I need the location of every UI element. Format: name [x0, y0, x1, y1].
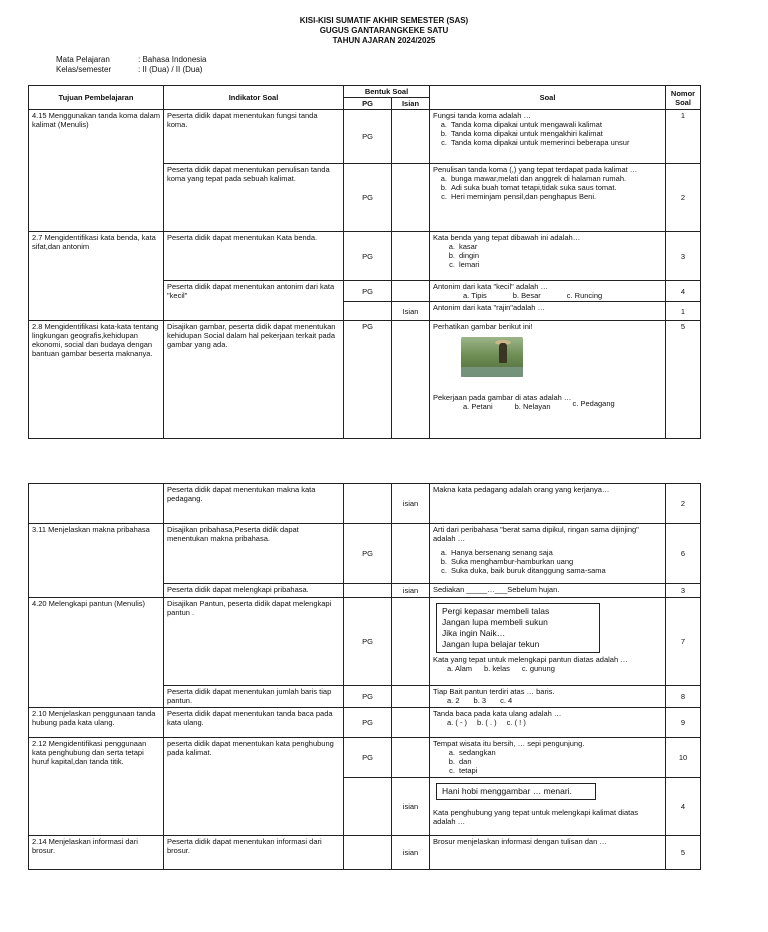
pg-cell: PG — [344, 738, 392, 778]
indikator-cell: Disajikan gambar, peserta didik dapat menentukan kehidupan Social dalam hal pekerjaan terkait pada gambar yang ada. — [164, 321, 344, 439]
title-line-3: TAHUN AJARAN 2024/2025 — [332, 36, 436, 45]
indikator-cell: Peserta didik dapat menentukan antonim dari kata "kecil" — [164, 281, 344, 321]
option: b. dingin — [448, 251, 480, 260]
isian-cell: Isian — [392, 302, 430, 321]
option: a. Alam — [447, 664, 473, 673]
title-line-2: GUGUS GANTARANGKEKE SATU — [319, 26, 449, 35]
table-row — [29, 836, 701, 870]
pg-cell: PG — [344, 686, 392, 708]
isian-cell — [392, 321, 430, 439]
option: c. tetapi — [449, 766, 478, 775]
pg-cell: PG — [344, 708, 392, 738]
soal-cell — [430, 524, 666, 584]
tujuan-cell: 3.11 Menjelaskan makna pribahasa — [29, 524, 164, 598]
table-row — [29, 110, 701, 164]
header-tujuan: Tujuan Pembelajaran — [29, 86, 164, 110]
indikator-cell: Peserta didik dapat menentukan jumlah baris tiap pantun. — [164, 686, 344, 708]
option: c. Tanda koma dipakai untuk memerinci beberapa unsur — [441, 138, 630, 147]
soal-cell: Makna kata pedagang adalah orang yang kerjanya… — [430, 484, 666, 524]
nomor-cell: 1 — [666, 302, 701, 321]
indikator-cell: Peserta didik dapat menentukan penulisan tanda koma yang tepat pada sebuah kalimat. — [164, 164, 344, 232]
title-line-1: KISI-KISI SUMATIF AKHIR SEMESTER (SAS) — [299, 16, 469, 25]
soal-cell — [430, 778, 666, 836]
isian-cell — [392, 164, 430, 232]
document-title — [0, 16, 768, 46]
pantun-box: Pergi kepasar membeli talas Jangan lupa membeli sukun Jika ingin Naik… Jangan lupa belajar tekun — [436, 603, 600, 653]
tujuan-cell: 2.10 Menjelaskan penggunaan tanda hubung pada kata ulang. — [29, 708, 164, 738]
soal-cell: Brosur menjelaskan informasi dengan tulisan dan … — [430, 836, 666, 870]
option: a. Tanda koma dipakai untuk mengawali kalimat — [440, 120, 602, 129]
option: b. Tanda koma dipakai untuk mengakhiri kalimat — [440, 129, 603, 138]
question-text: Kata benda yang tepat dibawah ini adalah… — [433, 233, 581, 242]
option: b. Besar — [512, 291, 541, 300]
option: c. Heri meminjam pensil,dan penghapus Beni. — [441, 192, 597, 201]
kisi-table-page-1 — [28, 85, 701, 439]
pg-cell — [344, 836, 392, 870]
isian-cell — [392, 686, 430, 708]
table-row — [29, 232, 701, 281]
soal-cell — [430, 686, 666, 708]
subject-value: : Bahasa Indonesia — [138, 55, 207, 64]
question-text: Perhatikan gambar berikut ini! — [433, 322, 533, 331]
nomor-cell: 5 — [666, 836, 701, 870]
soal-cell: Antonim dari kata "rajin"adalah … — [430, 302, 666, 321]
table-row — [29, 321, 701, 439]
indikator-cell: Peserta didik dapat menentukan fungsi tanda koma. — [164, 110, 344, 164]
pg-cell: PG — [344, 232, 392, 281]
nomor-cell: 4 — [666, 281, 701, 302]
table-row — [29, 524, 701, 584]
nomor-cell: 8 — [666, 686, 701, 708]
sentence-box: Hani hobi menggambar … menari. — [436, 783, 596, 800]
tujuan-cell: 2.12 Mengidentifikasi penggunaan kata penghubung dan serta tetapi huruf kapital,dan tanda titik. — [29, 738, 164, 836]
header-nomor-soal: Nomor Soal — [666, 86, 701, 110]
option: b. ( . ) — [477, 718, 497, 727]
tujuan-cell: 2.7 Mengidentifikasi kata benda, kata sifat,dan antonim — [29, 232, 164, 321]
table-row — [29, 738, 701, 778]
tujuan-cell: 2.8 Mengidentifikasi kata-kata tentang lingkungan geografis,kehidupan ekonomi, social dan budaya dengan bantuan gambar beserta maknanya. — [29, 321, 164, 439]
option: c. Runcing — [566, 291, 603, 300]
option: b. 3 — [473, 696, 487, 705]
indikator-cell: Peserta didik dapat menentukan makna kata pedagang. — [164, 484, 344, 524]
tujuan-cell — [29, 484, 164, 524]
pg-cell: PG — [344, 281, 392, 302]
soal-cell — [430, 110, 666, 164]
soal-cell: Sediakan _____…___Sebelum hujan. — [430, 584, 666, 598]
indikator-cell: Peserta didik dapat menentukan informasi dari brosur. — [164, 836, 344, 870]
isian-cell: isian — [392, 778, 430, 836]
indikator-cell: Peserta didik dapat menentukan Kata benda. — [164, 232, 344, 281]
question-text: Penulisan tanda koma (,) yang tepat terdapat pada kalimat … — [433, 165, 638, 174]
soal-cell — [430, 164, 666, 232]
isian-cell — [392, 232, 430, 281]
indikator-cell: peserta didik dapat menentukan kata penghubung pada kalimat. — [164, 738, 344, 836]
option: c. ( ! ) — [506, 718, 526, 727]
option: c. Pedagang — [572, 399, 615, 408]
question-text: Tanda baca pada kata ulang adalah … — [433, 709, 562, 718]
header-indikator: Indikator Soal — [164, 86, 344, 110]
pg-cell — [344, 484, 392, 524]
nomor-cell: 2 — [666, 484, 701, 524]
isian-cell — [392, 738, 430, 778]
soal-cell — [430, 708, 666, 738]
class-value: : II (Dua) / II (Dua) — [138, 65, 203, 74]
pg-cell: PG — [344, 321, 392, 439]
pg-cell: PG — [344, 164, 392, 232]
nomor-cell: 5 — [666, 321, 701, 439]
option: b. dan — [448, 757, 472, 766]
pg-cell: PG — [344, 524, 392, 584]
header-isian: Isian — [392, 98, 430, 110]
soal-cell — [430, 281, 666, 302]
option: b. kelas — [484, 664, 510, 673]
pg-cell — [344, 584, 392, 598]
header-pg: PG — [344, 98, 392, 110]
option: a. sedangkan — [448, 748, 496, 757]
question-text: Tiap Bait pantun terdiri atas … baris. — [433, 687, 555, 696]
nomor-cell: 3 — [666, 584, 701, 598]
option: b. Nelayan — [514, 402, 551, 411]
option: a. 2 — [447, 696, 460, 705]
nomor-cell: 10 — [666, 738, 701, 778]
question-text: Fungsi tanda koma adalah … — [433, 111, 531, 120]
tujuan-cell: 2.14 Menjelaskan informasi dari brosur. — [29, 836, 164, 870]
isian-cell — [392, 281, 430, 302]
document-meta — [56, 55, 207, 75]
soal-cell — [430, 598, 666, 686]
pg-cell — [344, 778, 392, 836]
pg-cell: PG — [344, 110, 392, 164]
tujuan-cell: 4.20 Melengkapi pantun (Menulis) — [29, 598, 164, 708]
option: a. bunga mawar,melati dan anggrek di halaman rumah. — [440, 174, 627, 183]
table-row — [29, 708, 701, 738]
indikator-cell: Peserta didik dapat menentukan tanda baca pada kata ulang. — [164, 708, 344, 738]
nomor-cell: 1 — [666, 110, 701, 164]
isian-cell: isian — [392, 484, 430, 524]
farmer-field-image — [461, 337, 523, 377]
isian-cell — [392, 524, 430, 584]
indikator-cell: Disajikan Pantun, peserta didik dapat melengkapi pantun . — [164, 598, 344, 686]
question-text: Tempat wisata itu bersih, … sepi pengunjung. — [433, 739, 585, 748]
nomor-cell: 7 — [666, 598, 701, 686]
tujuan-cell: 4.15 Menggunakan tanda koma dalam kalimat (Menulis) — [29, 110, 164, 232]
nomor-cell: 3 — [666, 232, 701, 281]
question-text: Antonim dari kata "kecil" adalah … — [433, 282, 548, 291]
option: a. kasar — [448, 242, 478, 251]
isian-cell — [392, 598, 430, 686]
isian-cell: isian — [392, 584, 430, 598]
option: b. Suka menghambur-hamburkan uang — [440, 557, 574, 566]
indikator-cell: Disajikan pribahasa,Peserta didik dapat menentukan makna pribahasa. — [164, 524, 344, 584]
isian-cell — [392, 110, 430, 164]
question-text-2: Pekerjaan pada gambar di atas adalah … — [433, 393, 572, 402]
question-text: Arti dari peribahasa "berat sama dipikul, ringan sama dijinjing" adalah … — [433, 525, 639, 543]
isian-cell: isian — [392, 836, 430, 870]
option: c. lemari — [449, 260, 480, 269]
header-bentuk-soal: Bentuk Soal — [344, 86, 430, 98]
header-soal: Soal — [430, 86, 666, 110]
kisi-table-page-2 — [28, 483, 701, 870]
soal-cell — [430, 321, 666, 439]
option: c. Suka duka, baik buruk ditanggung sama-sama — [441, 566, 606, 575]
indikator-cell: Peserta didik dapat melengkapi pribahasa. — [164, 584, 344, 598]
class-label: Kelas/semester — [56, 65, 112, 74]
table-row — [29, 598, 701, 686]
table-row — [29, 484, 701, 524]
nomor-cell: 9 — [666, 708, 701, 738]
nomor-cell: 2 — [666, 164, 701, 232]
option: a. Petani — [463, 402, 493, 411]
option: a. ( - ) — [447, 718, 468, 727]
option: a. Hanya bersenang senang saja — [440, 548, 553, 557]
pg-cell: PG — [344, 598, 392, 686]
nomor-cell: 4 — [666, 778, 701, 836]
option: b. Adi suka buah tomat tetapi,tidak suka saus tomat. — [440, 183, 617, 192]
option: a. Tipis — [463, 291, 487, 300]
option: c. 4 — [500, 696, 513, 705]
isian-cell — [392, 708, 430, 738]
pg-cell — [344, 302, 392, 321]
question-text: Kata yang tepat untuk melengkapi pantun diatas adalah … — [433, 655, 628, 664]
soal-cell — [430, 738, 666, 778]
subject-label: Mata Pelajaran — [56, 55, 110, 64]
question-text: Kata penghubung yang tepat untuk melengkapi kalimat diatas adalah … — [433, 808, 639, 826]
nomor-cell: 6 — [666, 524, 701, 584]
soal-cell — [430, 232, 666, 281]
option: c. gunung — [521, 664, 555, 673]
